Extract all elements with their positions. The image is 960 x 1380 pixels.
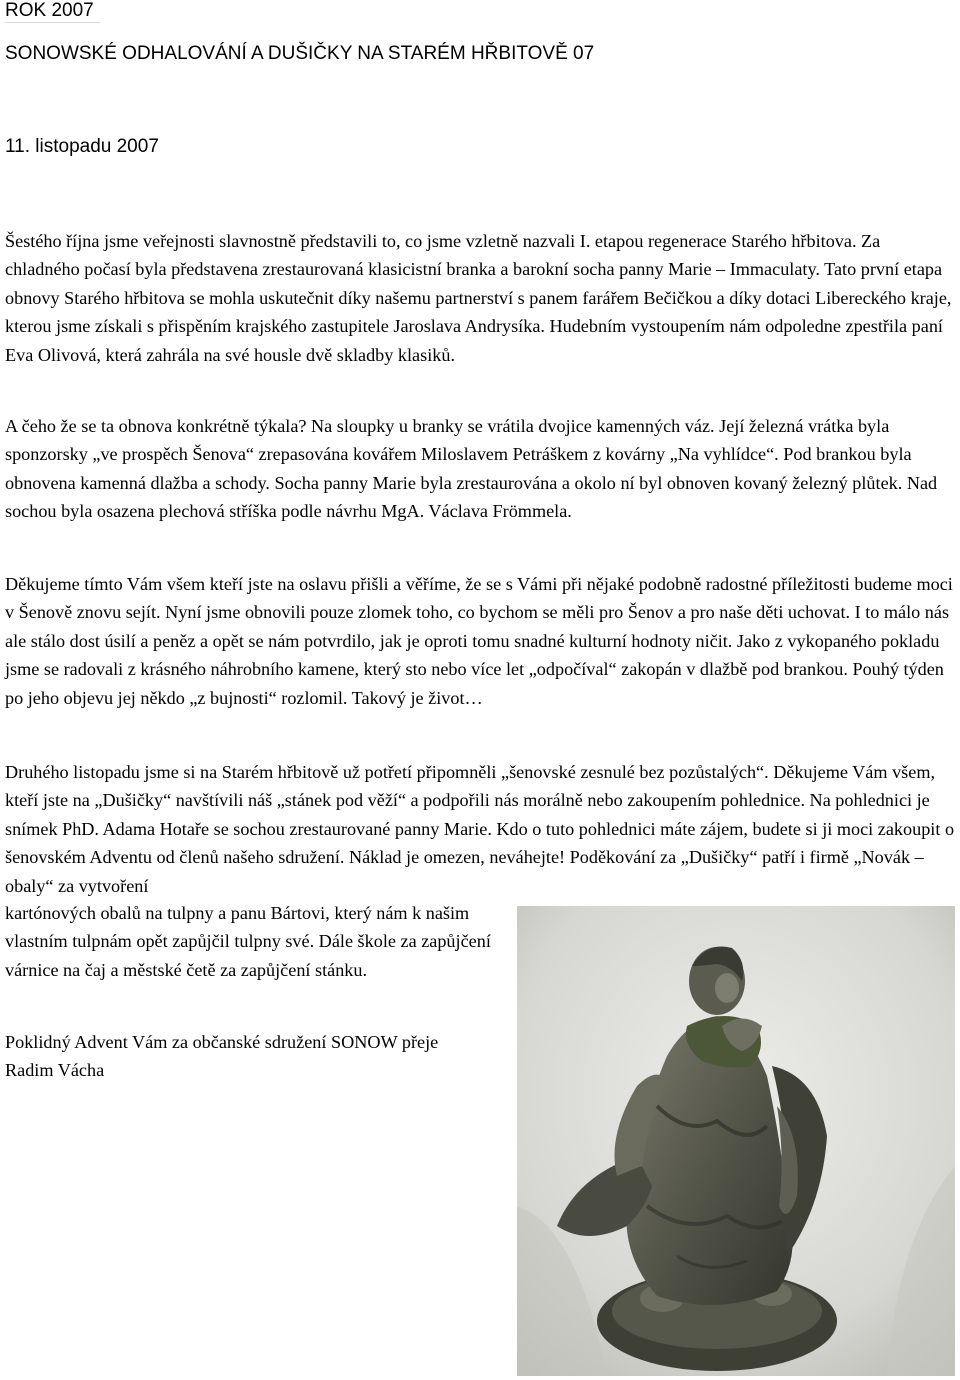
article-paragraph-1 [5,227,956,369]
article-date: 11. listopadu 2007 [5,136,159,157]
paragraph-text: Šestého října jsme veřejnosti slavnostně představili to, co jsme vzletně nazvali I. etapou regenerace Starého hřbitova. Za chladného počasí byla představena zrestaurovaná klasicistní branka a barokní socha panny Marie – Immaculaty. Tato první etapa obnovy Starého hřbitova se mohla uskutečnit díky našemu partnerství s panem farářem Bečičkou a díky dotaci Libereckého kraje, kterou jsme získali s přispěním krajského zastupitele Jaroslava Andrysíka. Hudebním vystoupením nám odpoledne zpestřila paní Eva Olivová, která zahrála na své housle dvě skladby klasiků. [5,231,952,365]
paragraph-text: A čeho že se ta obnova konkrétně týkala? Na sloupky u branky se vrátila dvojice kamenných váz. Její železná vrátka byla sponzorsky „ve prospěch Šenova“ zrepasována kovářem Miloslavem Petráškem z kovárny „Na vyhlídce“. Pod brankou byla obnovena kamenná dlažba a schody. Socha panny Marie byla zrestaurována a okolo ní byl obnoven kovaný železný plůtek. Nad sochou byla osazena plechová stříška podle návrhu MgA. Václava Frömmela. [5,416,938,522]
closing-signature [5,1028,515,1085]
article-paragraph-2 [5,412,956,526]
paragraph-text: kartónových obalů na tulpny a panu Bártovi, který nám k našim vlastním tulpnám opět zapůjčil tulpny své. Dále škole za zapůjčení várnice na čaj a městské četě za zapůjčení stánku. [5,903,491,980]
article-paragraph-3 [5,570,956,712]
closing-greeting: Poklidný Advent Vám za občanské sdružení SONOW přeje [5,1032,439,1052]
signature-name: Radim Vácha [5,1060,105,1081]
year-label[interactable]: ROK 2007 [5,0,100,23]
article-paragraph-4 [5,758,956,900]
article-title: SONOWSKÉ ODHALOVÁNÍ A DUŠIČKY NA STARÉM HŘBITOVĚ 07 [5,43,595,64]
statue-photo-icon [517,906,955,1376]
paragraph-text: Druhého listopadu jsme si na Starém hřbitově už potřetí připomněli „šenovské zesnulé bez pozůstalých“. Děkujeme Vám všem, kteří jste na „Dušičky“ navštívili náš „stánek pod věží“ a podpořili nás morálně nebo zakoupením pohlednice. Na pohlednici je snímek PhD. Adama Hotaře se sochou zrestaurované panny Marie. Kdo o tuto pohlednici máte zájem, budete si ji moci zakoupit o šenovském Adventu od členů našeho sdružení. Náklad je omezen, neváhejte! Poděkování za „Dušičky“ patří i firmě „Novák – obaly“ za vytvoření [5,762,955,896]
article-paragraph-5 [5,899,505,984]
paragraph-text: Děkujeme tímto Vám všem kteří jste na oslavu přišli a věříme, že se s Vámi při nějaké podobně radostné příležitosti budeme moci v Šenově znovu sejít. Nyní jsme obnovili pouze zlomek toho, co bychom se měli pro Šenov a pro naše děti uchovat. I to málo nás ale stálo dost úsilí a peněz a opět se nám potvrdilo, jak je oproti tomu snadné kulturní hodnoty ničit. Jako z vykopaného pokladu jsme se radovali z krásného náhrobního kamene, který sto nebo více let „odpočíval“ zakopán v dlažbě pod brankou. Pouhý týden po jeho objevu jej někdo „z bujnosti“ rozlomil. Takový je život… [5,574,953,708]
